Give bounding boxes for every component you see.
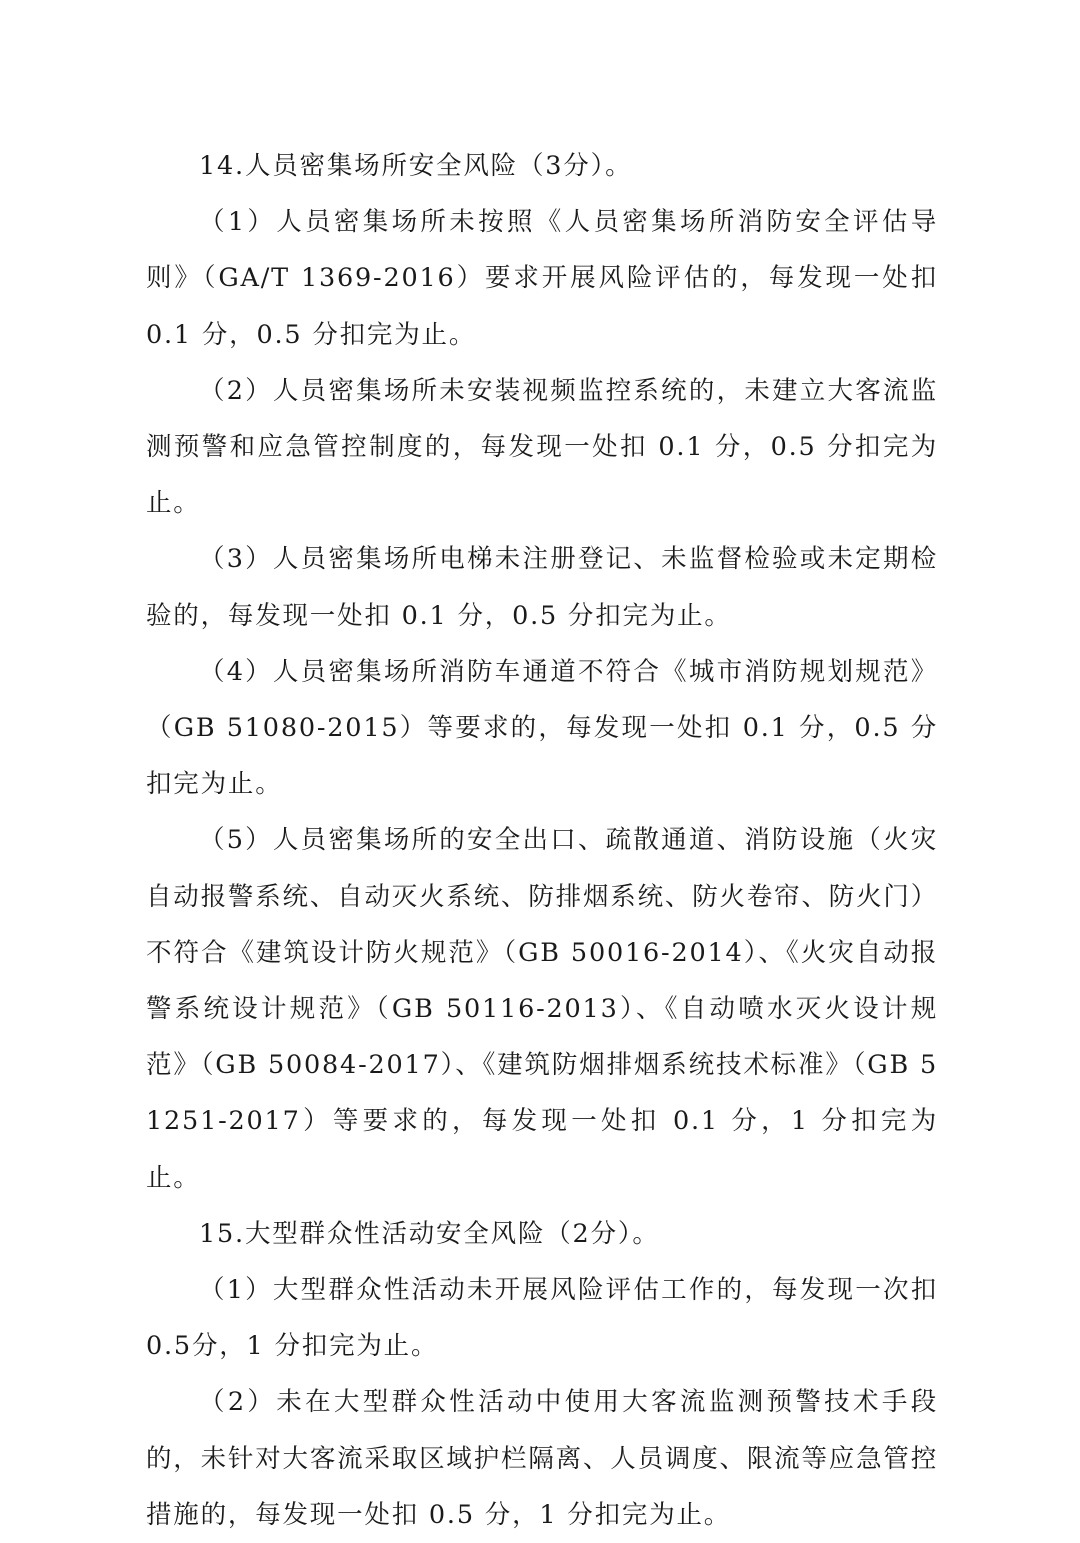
paragraph-14-5: （5）人员密集场所的安全出口、疏散通道、消防设施（火灾自动报警系统、自动灭火系统、防排烟系统、防火卷帘、防火门）不符合《建筑设计防火规范》（GB 50016-2014）、《火灾自动报警系统设计规范》（GB 50116-2013）、《自动喷水灭火设计规范》（GB 50084-2017）、《建筑防烟排烟系统技术标准》（GB 51251-2017）等要求的，每发现一处扣 0.1 分，1 分扣完为止。 — [146, 825, 938, 1193]
paragraph-14-4: （4）人员密集场所消防车通道不符合《城市消防规划规范》（GB 51080-2015）等要求的，每发现一处扣 0.1 分，0.5 分扣完为止。 — [146, 656, 938, 800]
section-heading-14: 14.人员密集场所安全风险（3分）。 — [199, 151, 633, 181]
paragraph-14-1: （1）人员密集场所未按照《人员密集场所消防安全评估导则》（GA/T 1369-2016）要求开展风险评估的，每发现一处扣 0.1 分，0.5 分扣完为止。 — [146, 207, 938, 350]
paragraph-14-2: （2）人员密集场所未安装视频监控系统的，未建立大客流监测预警和应急管控制度的，每发现一处扣 0.1 分，0.5 分扣完为止。 — [146, 375, 938, 519]
section-heading-15: 15.大型群众性活动安全风险（2分）。 — [199, 1218, 660, 1249]
paragraph-15-2: （2）未在大型群众性活动中使用大客流监测预警技术手段的，未针对大客流采取区域护栏隔离、人员调度、限流等应急管控措施的，每发现一处扣 0.5 分，1 分扣完为止。 — [146, 1387, 938, 1530]
paragraph-14-3: （3）人员密集场所电梯未注册登记、未监督检验或未定期检验的，每发现一处扣 0.1 分，0.5 分扣完为止。 — [146, 544, 938, 631]
paragraph-15-1: （1）大型群众性活动未开展风险评估工作的，每发现一次扣 0.5分，1 分扣完为止。 — [146, 1275, 938, 1362]
document-body — [146, 138, 938, 1543]
